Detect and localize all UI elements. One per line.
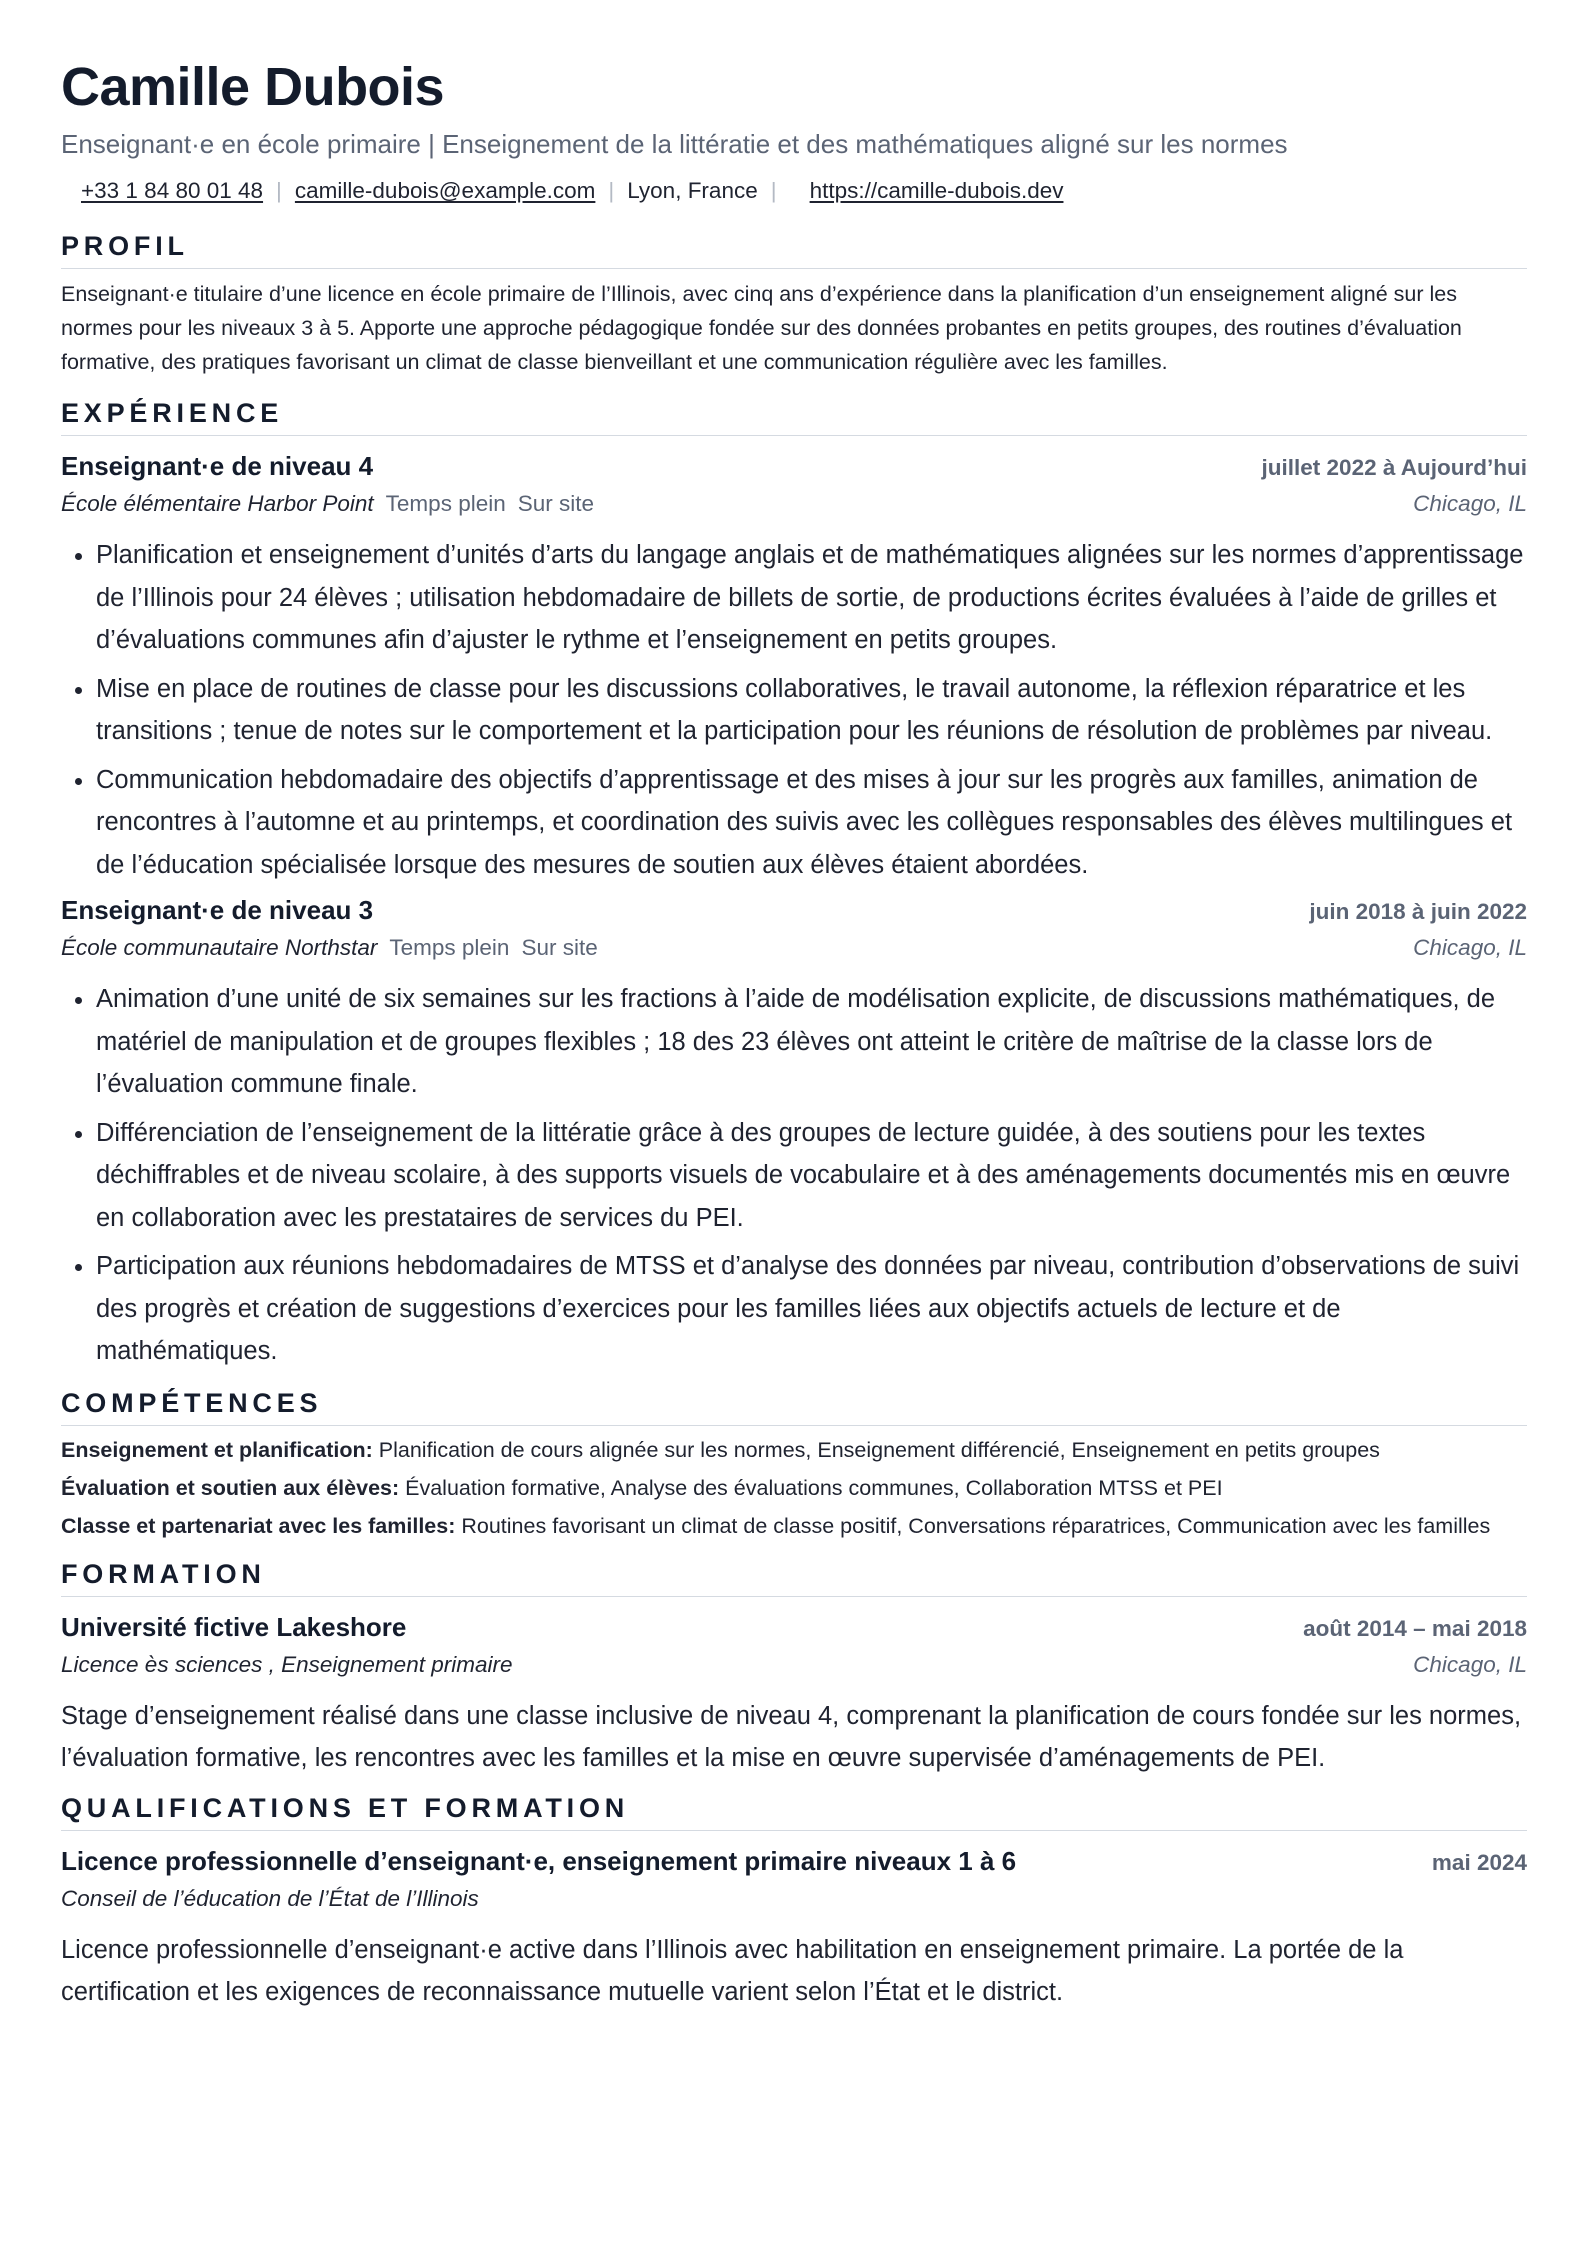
job-entry xyxy=(61,892,1527,1373)
skill-row xyxy=(61,1474,1527,1502)
job-bullets xyxy=(61,534,1527,886)
section-title-skills: COMPÉTENCES xyxy=(61,1387,1527,1426)
separator: | xyxy=(276,178,282,203)
skill-row xyxy=(61,1436,1527,1464)
section-title-certifications: QUALIFICATIONS ET FORMATION xyxy=(61,1792,1527,1831)
phone-link[interactable]: +33 1 84 80 01 48 xyxy=(81,178,264,203)
skill-category: Évaluation et soutien aux élèves: xyxy=(61,1475,400,1500)
list-item: • Animation d’une unité de six semaines sur les fractions à l’aide de modélisation explicite, de discussions mathématiques, de matériel de manipulation et de groupes flexibles ; 18 des 23 élèves ont atteint le critère de maîtrise de la classe lors de l’évaluation commune finale. xyxy=(96,978,1527,1106)
candidate-name: Camille Dubois xyxy=(61,57,445,117)
list-item: • Planification et enseignement d’unités d’arts du langage anglais et de mathématiques alignées sur les normes d’apprentissage de l’Illinois pour 24 élèves ; utilisation hebdomadaire de billets de sortie, de productions écrites évaluées à l’aide de grilles et d’évaluations communes afin d’ajuster le rythme et l’enseignement en petits groupes. xyxy=(96,534,1527,662)
education-section xyxy=(61,1558,1527,1780)
school-name: Université fictive Lakeshore xyxy=(61,1611,407,1642)
section-title-profile: PROFIL xyxy=(61,230,1527,269)
education-dates: août 2014 – mai 2018 xyxy=(1303,1615,1527,1641)
education-description: Stage d’enseignement réalisé dans une classe inclusive de niveau 4, comprenant la planification de cours fondée sur les normes, l’évaluation formative, les rencontres avec les familles et la mise en œuvre supervisée d’aménagements de PEI. xyxy=(61,1701,1522,1772)
education-location: Chicago, IL xyxy=(1413,1651,1527,1677)
employment-type: Temps plein xyxy=(385,491,506,516)
certification-description: Licence professionnelle d’enseignant·e active dans l’Illinois avec habilitation en enseignement primaire. La portée de la certification et les exigences de reconnaissance mutuelle varient selon l’État et le district. xyxy=(61,1935,1404,2006)
certification-date: mai 2024 xyxy=(1431,1849,1527,1875)
employer-name: École communautaire Northstar xyxy=(61,935,378,960)
job-dates: juin 2018 à juin 2022 xyxy=(1309,899,1527,924)
job-title: Enseignant·e de niveau 3 xyxy=(61,895,374,925)
resume-header xyxy=(61,50,1527,208)
section-title-experience: EXPÉRIENCE xyxy=(61,397,1527,436)
job-location: Chicago, IL xyxy=(1413,491,1527,516)
skill-category: Enseignement et planification: xyxy=(61,1437,373,1462)
list-item: • Participation aux réunions hebdomadaires de MTSS et d’analyse des données par niveau, contribution d’observations de suivi des progrès et création de suggestions d’exercices pour les familles liées aux objectifs actuels de lecture et de mathématiques. xyxy=(96,1245,1527,1373)
job-bullets xyxy=(61,978,1527,1373)
section-title-education: FORMATION xyxy=(61,1558,1527,1597)
skill-values: Planification de cours alignée sur les normes, Enseignement différencié, Enseignement en petits groupes xyxy=(372,1437,1380,1462)
employment-type: Temps plein xyxy=(389,935,510,960)
separator: | xyxy=(608,178,615,203)
certification-issuer: Conseil de l’éducation de l’État de l’Illinois xyxy=(61,1885,479,1911)
job-title: Enseignant·e de niveau 4 xyxy=(61,451,374,481)
job-entry xyxy=(61,448,1527,886)
skill-row xyxy=(61,1512,1527,1540)
skill-values: Évaluation formative, Analyse des évaluations communes, Collaboration MTSS et PEI xyxy=(399,1475,1223,1500)
location-text: Lyon, France xyxy=(627,178,758,203)
candidate-headline: Enseignant·e en école primaire | Enseignement de la littératie et des mathématiques aligné sur les normes xyxy=(61,129,1288,159)
list-item: • Communication hebdomadaire des objectifs d’apprentissage et des mises à jour sur les progrès aux familles, animation de rencontres à l’automne et au printemps, et coordination des suivis avec les collègues responsables des élèves multilingues et de l’éducation spécialisée lorsque des mesures de soutien aux élèves étaient abordées. xyxy=(96,759,1527,887)
profile-summary: Enseignant·e titulaire d’une licence en école primaire de l’Illinois, avec cinq ans d’expérience dans la planification d’un enseignement aligné sur les normes pour les niveaux 3 à 5. Apporte une approche pédagogique fondée sur des données probantes en petits groupes, des routines d’évaluation formative, des pratiques favorisant un climat de classe bienveillant et une communication régulière avec les familles. xyxy=(61,282,1462,374)
profile-section xyxy=(61,230,1527,379)
certifications-section xyxy=(61,1792,1527,2014)
certification-name: Licence professionnelle d’enseignant·e, enseignement primaire niveaux 1 à 6 xyxy=(61,1845,1017,1876)
experience-section xyxy=(61,397,1527,1373)
skill-category: Classe et partenariat avec les familles: xyxy=(61,1513,456,1538)
list-item: • Différenciation de l’enseignement de la littératie grâce à des groupes de lecture guidée, à des soutiens pour les textes déchiffrables et de niveau scolaire, à des supports visuels de vocabulaire et à des aménagements documentés mis en œuvre en collaboration avec les prestataires de services du PEI. xyxy=(96,1112,1527,1240)
skill-values: Routines favorisant un climat de classe positif, Conversations réparatrices, Communication avec les familles xyxy=(455,1513,1491,1538)
contact-line xyxy=(61,174,1527,208)
employer-name: École élémentaire Harbor Point xyxy=(61,491,374,516)
work-mode: Sur site xyxy=(521,935,598,960)
skills-section xyxy=(61,1387,1527,1540)
separator: | xyxy=(770,178,777,203)
list-item: • Mise en place de routines de classe pour les discussions collaboratives, le travail autonome, la réflexion réparatrice et les transitions ; tenue de notes sur le comportement et la participation pour les réunions de résolution de problèmes par niveau. xyxy=(96,668,1527,753)
email-link[interactable]: camille-dubois@example.com xyxy=(294,178,596,203)
job-location: Chicago, IL xyxy=(1413,935,1527,960)
degree-name: Licence ès sciences , Enseignement primaire xyxy=(61,1651,513,1677)
website-link[interactable]: https://camille-dubois.dev xyxy=(809,178,1064,203)
work-mode: Sur site xyxy=(517,491,595,516)
job-dates: juillet 2022 à Aujourd’hui xyxy=(1261,455,1527,480)
